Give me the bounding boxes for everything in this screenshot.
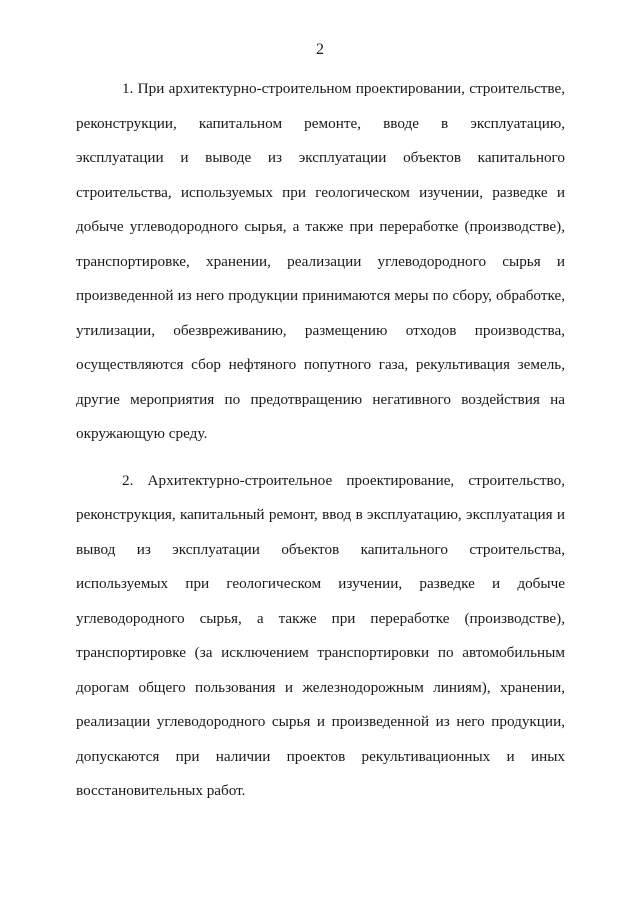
- text-line: добыче углеводородного сырья, а также при переработке (производстве),: [76, 218, 565, 235]
- text-line: произведенной из него продукции принимаются меры по сбору, обработке,: [76, 287, 565, 304]
- text-line: дорогам общего пользования и железнодорожным линиям), хранении,: [76, 678, 565, 696]
- text-line: другие мероприятия по предотвращению негативного воздействия на: [76, 390, 565, 408]
- page-number: 2: [316, 41, 324, 58]
- text-line: реализации углеводородного сырья и произведенной из него продукции,: [76, 713, 565, 730]
- text-line: утилизации, обезвреживанию, размещению отходов производства,: [76, 321, 565, 339]
- text-line: окружающую среду.: [76, 425, 208, 442]
- text-line: осуществляются сбор нефтяного попутного газа, рекультивация земель,: [76, 356, 565, 373]
- document-body: [76, 72, 565, 821]
- paragraph-2: [76, 464, 565, 809]
- text-line: строительства, используемых при геологическом изучении, разведке и: [76, 183, 565, 201]
- text-line: используемых при геологическом изучении, разведке и добыче: [76, 575, 565, 592]
- text-line: эксплуатации и выводе из эксплуатации объектов капитального: [76, 149, 565, 166]
- text-line: вывод из эксплуатации объектов капитального строительства,: [76, 540, 565, 558]
- text-line: углеводородного сырья, а также при переработке (производстве),: [76, 609, 565, 627]
- paragraph-1: [76, 72, 565, 452]
- text-line: 1. При архитектурно-строительном проектировании, строительстве,: [122, 80, 565, 97]
- text-line: реконструкция, капитальный ремонт, ввод в эксплуатацию, эксплуатация и: [76, 506, 565, 523]
- text-line: реконструкции, капитальном ремонте, вводе в эксплуатацию,: [76, 114, 565, 132]
- text-line: 2. Архитектурно-строительное проектирование, строительство,: [122, 471, 565, 489]
- text-line: транспортировке (за исключением транспортировки по автомобильным: [76, 644, 565, 661]
- text-line: допускаются при наличии проектов рекультивационных и иных: [76, 747, 565, 765]
- text-line: транспортировке, хранении, реализации углеводородного сырья и: [76, 252, 565, 270]
- text-line: восстановительных работ.: [76, 782, 246, 799]
